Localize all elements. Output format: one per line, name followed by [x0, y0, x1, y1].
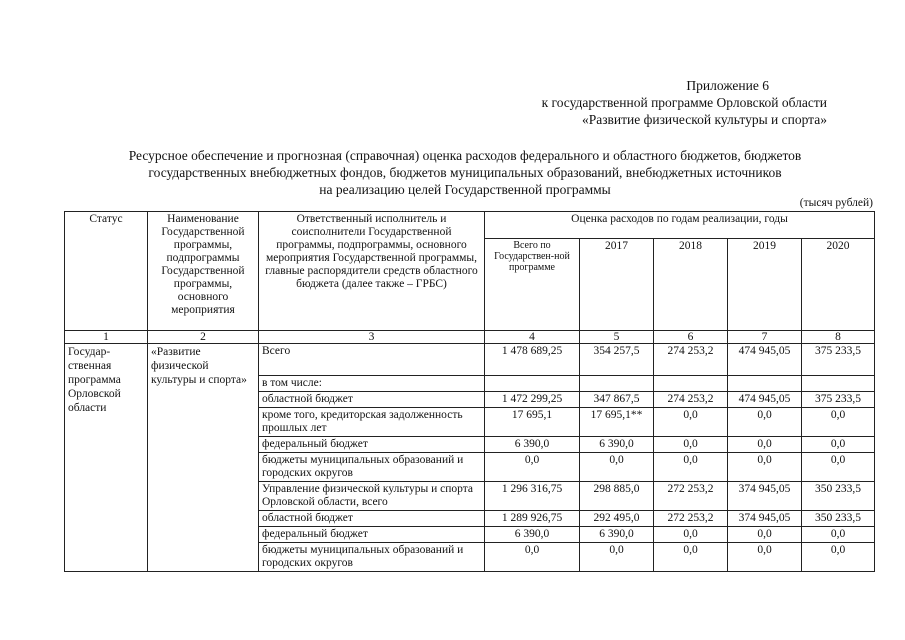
value-2017: 17 695,1** — [580, 408, 654, 437]
col-number: 1 — [65, 331, 148, 344]
table-body — [65, 344, 875, 572]
value-2017 — [580, 376, 654, 392]
col-number: 8 — [802, 331, 875, 344]
value-2019: 374 945,05 — [728, 511, 802, 527]
value-2018: 0,0 — [654, 437, 728, 453]
value-2020: 375 233,5 — [802, 344, 875, 376]
value-2020: 350 233,5 — [802, 511, 875, 527]
value-2019 — [728, 376, 802, 392]
value-2018: 0,0 — [654, 527, 728, 543]
appendix-program-name: «Развитие физической культуры и спорта» — [581, 112, 827, 127]
value-2020: 0,0 — [802, 543, 875, 572]
title-line-3: на реализацию целей Государственной программы — [319, 182, 611, 197]
value-2017: 0,0 — [580, 453, 654, 482]
appendix-reference: к государственной программе Орловской области — [541, 95, 827, 110]
value-2018: 274 253,2 — [654, 392, 728, 408]
value-2020: 0,0 — [802, 453, 875, 482]
program-name-cell: «Развитие физической культуры и спорта» — [148, 344, 259, 572]
col-number: 5 — [580, 331, 654, 344]
header-year-2018: 2018 — [654, 239, 728, 331]
header-year-2017: 2017 — [580, 239, 654, 331]
value-2019: 0,0 — [728, 437, 802, 453]
row-label: Управление физической культуры и спорта Орловской области, всего — [259, 482, 485, 511]
value-2018: 0,0 — [654, 543, 728, 572]
header-status: Статус — [65, 212, 148, 331]
value-2020: 0,0 — [802, 527, 875, 543]
col-number: 2 — [148, 331, 259, 344]
row-label: федеральный бюджет — [259, 437, 485, 453]
row-label: бюджеты муниципальных образований и городских округов — [259, 453, 485, 482]
value-total: 6 390,0 — [485, 437, 580, 453]
value-2017: 347 867,5 — [580, 392, 654, 408]
title-line-2: государственных внебюджетных фондов, бюджетов муниципальных образований, внебюджетных источников — [148, 165, 782, 180]
value-2017: 292 495,0 — [580, 511, 654, 527]
value-total: 6 390,0 — [485, 527, 580, 543]
row-label: в том числе: — [259, 376, 485, 392]
value-2017: 298 885,0 — [580, 482, 654, 511]
value-2020: 350 233,5 — [802, 482, 875, 511]
value-2019: 0,0 — [728, 408, 802, 437]
title-line-1: Ресурсное обеспечение и прогнозная (справочная) оценка расходов федерального и областного бюджетов, бюджетов — [128, 148, 802, 163]
value-total: 17 695,1 — [485, 408, 580, 437]
appendix-header — [467, 77, 827, 128]
appendix-number: Приложение 6 — [686, 78, 769, 93]
value-2017: 0,0 — [580, 543, 654, 572]
header-year-2019: 2019 — [728, 239, 802, 331]
value-2020 — [802, 376, 875, 392]
value-total: 1 296 316,75 — [485, 482, 580, 511]
header-total: Всего по Государствен-ной программе — [485, 239, 580, 331]
status-cell: Государ-ственная программа Орловской области — [65, 344, 148, 572]
value-2017: 6 390,0 — [580, 437, 654, 453]
header-year-2020: 2020 — [802, 239, 875, 331]
header-estimate: Оценка расходов по годам реализации, годы — [485, 212, 875, 239]
value-2019: 0,0 — [728, 527, 802, 543]
col-number: 3 — [259, 331, 485, 344]
value-2018: 0,0 — [654, 408, 728, 437]
value-total: 1 289 926,75 — [485, 511, 580, 527]
row-label: областной бюджет — [259, 511, 485, 527]
value-2020: 0,0 — [802, 437, 875, 453]
value-2018: 272 253,2 — [654, 511, 728, 527]
value-total: 1 478 689,25 — [485, 344, 580, 376]
value-2018: 272 253,2 — [654, 482, 728, 511]
value-total: 0,0 — [485, 543, 580, 572]
row-label: кроме того, кредиторская задолженность прошлых лет — [259, 408, 485, 437]
value-2020: 375 233,5 — [802, 392, 875, 408]
header-row-1 — [65, 212, 875, 239]
value-total — [485, 376, 580, 392]
value-2017: 6 390,0 — [580, 527, 654, 543]
header-responsible: Ответственный исполнитель и соисполнители Государственной программы, подпрограммы, основного мероприятия Государственной программы, главные распорядители средств областного бюджета (далее также – ГРБС) — [259, 212, 485, 331]
value-2019: 0,0 — [728, 453, 802, 482]
column-number-row — [65, 331, 875, 344]
value-2019: 374 945,05 — [728, 482, 802, 511]
table-row — [65, 344, 875, 376]
row-label: областной бюджет — [259, 392, 485, 408]
col-number: 7 — [728, 331, 802, 344]
value-2018: 274 253,2 — [654, 344, 728, 376]
value-2018 — [654, 376, 728, 392]
row-label: федеральный бюджет — [259, 527, 485, 543]
value-2017: 354 257,5 — [580, 344, 654, 376]
row-label: бюджеты муниципальных образований и городских округов — [259, 543, 485, 572]
value-2019: 474 945,05 — [728, 392, 802, 408]
col-number: 4 — [485, 331, 580, 344]
value-2019: 474 945,05 — [728, 344, 802, 376]
row-label: Всего — [259, 344, 485, 376]
header-name: Наименование Государственной программы, подпрограммы Государственной программы, основного мероприятия — [148, 212, 259, 331]
document-title — [70, 147, 860, 198]
value-total: 1 472 299,25 — [485, 392, 580, 408]
value-2019: 0,0 — [728, 543, 802, 572]
value-2020: 0,0 — [802, 408, 875, 437]
col-number: 6 — [654, 331, 728, 344]
value-2018: 0,0 — [654, 453, 728, 482]
expenditure-table — [64, 211, 875, 572]
units-note: (тысяч рублей) — [799, 197, 873, 209]
value-total: 0,0 — [485, 453, 580, 482]
